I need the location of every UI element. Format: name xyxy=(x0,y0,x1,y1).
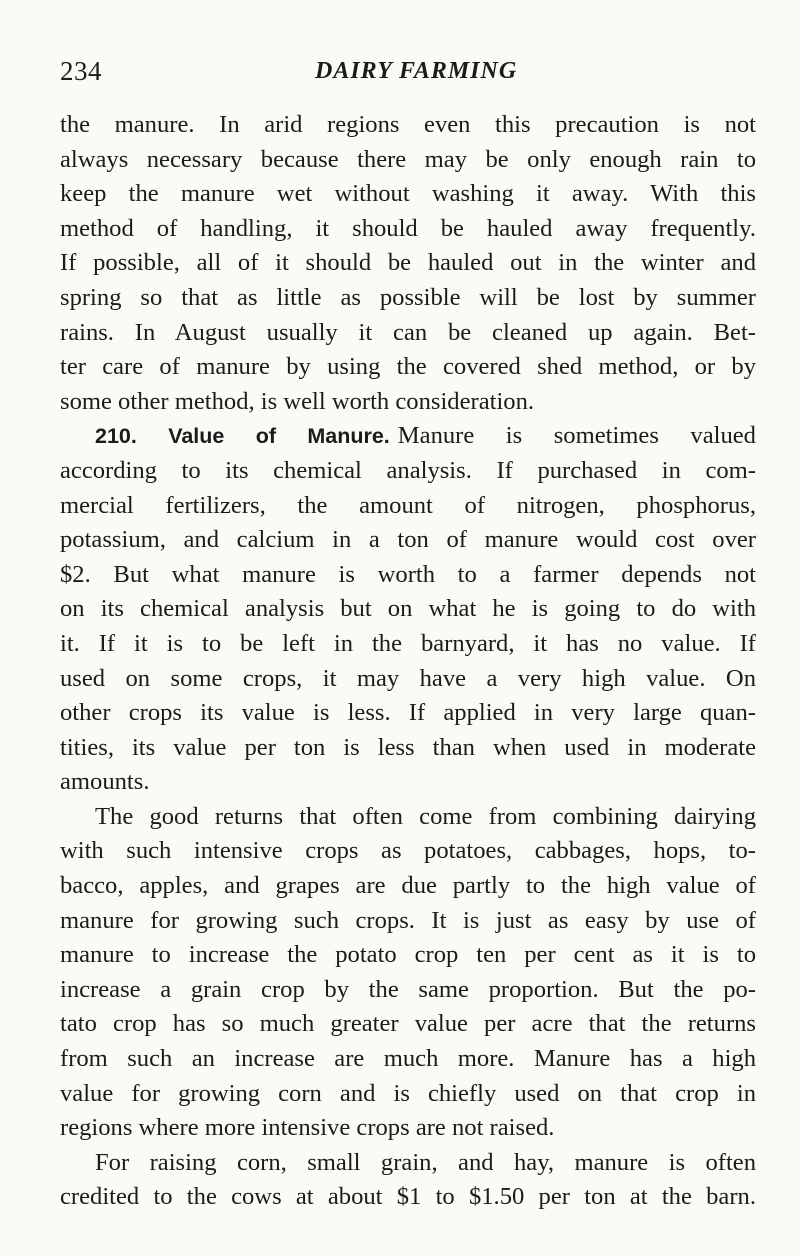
text-line: used on some crops, it may have a very high value. On xyxy=(60,664,756,692)
text-line: tities, its value per ton is less than when used in moderate xyxy=(60,733,756,761)
text-line: rains. In August usually it can be cleaned up again. Bet- xyxy=(60,318,756,346)
text-line: ter care of manure by using the covered shed method, or by xyxy=(60,353,756,381)
text-line: credited to the cows at about $1 to $1.50 per ton at the barn. xyxy=(60,1183,756,1211)
text-line: it. If it is to be left in the barnyard, it has no value. If xyxy=(60,629,756,657)
text-line: according to its chemical analysis. If purchased in com- xyxy=(60,456,756,484)
text-line: other crops its value is less. If applied in very large quan- xyxy=(60,699,756,727)
text-line: The good returns that often come from combining dairying xyxy=(95,802,756,830)
text-line: manure for growing such crops. It is just as easy by use of xyxy=(60,906,756,934)
text-line: spring so that as little as possible will be lost by summer xyxy=(60,283,756,311)
text-line: bacco, apples, and grapes are due partly to the high value of xyxy=(60,872,756,900)
text-line: value for growing corn and is chiefly used on that crop in xyxy=(60,1079,756,1107)
text-line: with such intensive crops as potatoes, cabbages, hops, to- xyxy=(60,837,756,865)
text-line: potassium, and calcium in a ton of manure would cost over xyxy=(60,526,756,554)
text-line: $2. But what manure is worth to a farmer depends not xyxy=(60,560,756,588)
text-line: regions where more intensive crops are not raised. xyxy=(60,1114,555,1142)
text-line: the manure. In arid regions even this precaution is not xyxy=(60,111,756,138)
section-first-line xyxy=(60,419,756,454)
text-line: some other method, is well worth consideration. xyxy=(60,387,535,415)
text-line: method of handling, it should be hauled away frequently. xyxy=(60,214,756,242)
section-heading: 210. Value of Manure. xyxy=(95,424,390,449)
text-line: increase a grain crop by the same proportion. But the po- xyxy=(60,975,756,1003)
page-header xyxy=(60,56,750,96)
text-run: Manure is sometimes valued xyxy=(397,422,756,450)
page-number: 234 xyxy=(60,56,102,86)
text-line: For raising corn, small grain, and hay, manure is often xyxy=(95,1148,756,1176)
text-line: tato crop has so much greater value per acre that the returns xyxy=(60,1010,756,1038)
text-line: mercial fertilizers, the amount of nitrogen, phosphorus, xyxy=(60,491,756,519)
text-line: manure to increase the potato crop ten per cent as it is to xyxy=(60,941,756,969)
text-line: always necessary because there may be only enough rain to xyxy=(60,145,756,173)
running-head: DAIRY FARMING xyxy=(315,58,518,84)
text-line: on its chemical analysis but on what he is going to do with xyxy=(60,595,756,623)
page-body xyxy=(60,108,756,1215)
text-line: amounts. xyxy=(60,768,150,796)
text-line: from such an increase are much more. Manure has a high xyxy=(60,1045,756,1073)
text-line: keep the manure wet without washing it away. With this xyxy=(60,180,756,208)
text-line: If possible, all of it should be hauled out in the winter and xyxy=(60,249,756,277)
